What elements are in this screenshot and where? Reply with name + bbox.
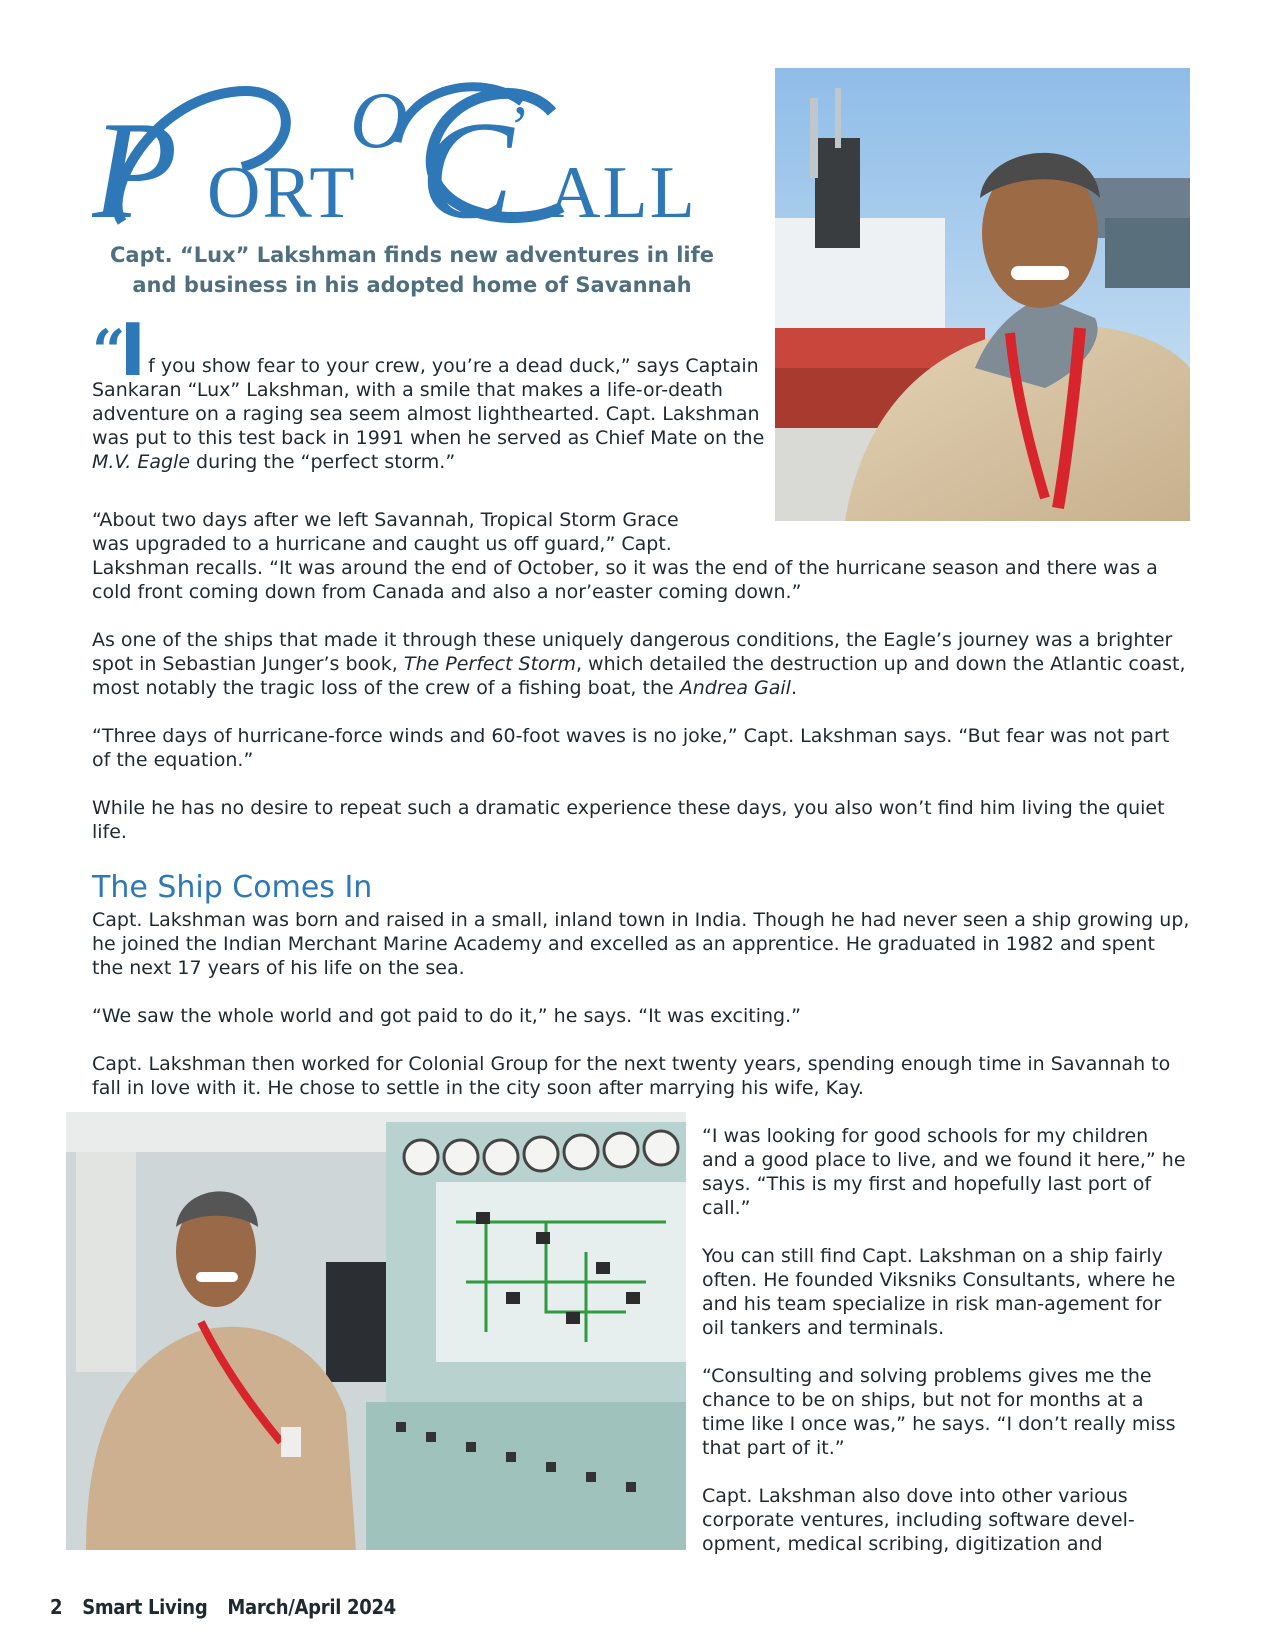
- drop-cap: “I: [92, 308, 147, 392]
- body-paragraph: “Consulting and solving problems gives me the chance to be on ships, but not for months at a time like I once was,” he says. “I don’t really miss that part of it.”: [702, 1365, 1176, 1459]
- body-paragraph: You can still find Capt. Lakshman on a ship fairly often. He founded Viksniks Consultants, where he and his team specialize in risk man-agement for oil tankers and terminals.: [702, 1245, 1176, 1339]
- issue-date: March/April 2024: [227, 1595, 396, 1619]
- page-footer: [50, 1595, 410, 1619]
- body-paragraph: While he has no desire to repeat such a dramatic experience these days, you also won’t find him living the quiet life.: [92, 797, 1165, 843]
- body-paragraph: Capt. Lakshman also dove into other various corporate ventures, including software devel-opment, medical scribing, digitization and: [702, 1485, 1135, 1555]
- body-paragraph: Capt. Lakshman then worked for Colonial Group for the next twenty years, spending enough time in Savannah to fall in love with it. He chose to settle in the city soon after marrying his wife, Kay.: [92, 1053, 1171, 1099]
- subtitle: Capt. “Lux” Lakshman finds new adventures in life and business in his adopted home of Savannah: [110, 243, 714, 297]
- body-text: Lakshman recalls. “It was around the end of October, so it was the end of the hurricane season and there was a cold front coming down from Canada and also a nor’easter coming down.”: [92, 557, 1158, 603]
- port-call-wordmark: [92, 72, 742, 232]
- lead-paragraph: “I f you show fear to your crew, you’re a dead duck,” says Captain Sankaran “Lux” Lakshman, with a smile that makes a life-or-death adventure on a raging sea seem almost lighthearted. Capt. Lakshman was put to this test back in 1991 when he served as Chief Mate on the M.V. Eagle during the “perfect storm.”: [92, 308, 765, 473]
- svg-text:P: P: [92, 93, 178, 232]
- svg-text:O: O: [350, 77, 408, 165]
- body-paragraph: Capt. Lakshman was born and raised in a small, inland town in India. Though he had never seen a ship growing up, he joined the Indian Merchant Marine Academy and excelled as an apprentice. He graduated in 1982 and spent the next 17 years of his life on the sea.: [92, 909, 1190, 979]
- body-paragraph: “I was looking for good schools for my children and a good place to live, and we found it here,” he says. “This is my first and hopefully last port of call.”: [702, 1125, 1186, 1219]
- body-paragraph: As one of the ships that made it through these uniquely dangerous conditions, the Eagle’s journey was a brighter spot in Sebastian Junger’s book, The Perfect Storm, which detailed the destruction up and down the Atlantic coast, most notably the tragic loss of the crew of a fishing boat, the Andrea Gail.: [92, 629, 1186, 699]
- article-body: [92, 508, 1192, 844]
- section-heading: The Ship Comes In: [92, 870, 373, 905]
- svg-text:ORT: ORT: [207, 152, 357, 232]
- right-column-text: [702, 1124, 1187, 1556]
- page-title: [92, 72, 742, 232]
- svg-text:ALL: ALL: [547, 152, 697, 232]
- section-ship-comes-in: [92, 870, 1192, 1100]
- portrait-photo-control-room: [66, 1112, 686, 1550]
- magazine-name: Smart Living: [82, 1595, 208, 1619]
- page-number: 2: [50, 1595, 63, 1619]
- svg-text:’: ’: [510, 94, 530, 160]
- portrait-photo-deck: [775, 68, 1190, 521]
- body-line: “About two days after we left Savannah, Tropical Storm Grace: [92, 509, 679, 531]
- body-line: was upgraded to a hurricane and caught us off guard,” Capt.: [92, 533, 672, 555]
- svg-text:C: C: [420, 93, 514, 232]
- body-paragraph: “We saw the whole world and got paid to do it,” he says. “It was exciting.”: [92, 1005, 801, 1027]
- body-paragraph: “Three days of hurricane-force winds and 60-foot waves is no joke,” Capt. Lakshman says. “But fear was not part of the equation.”: [92, 725, 1170, 771]
